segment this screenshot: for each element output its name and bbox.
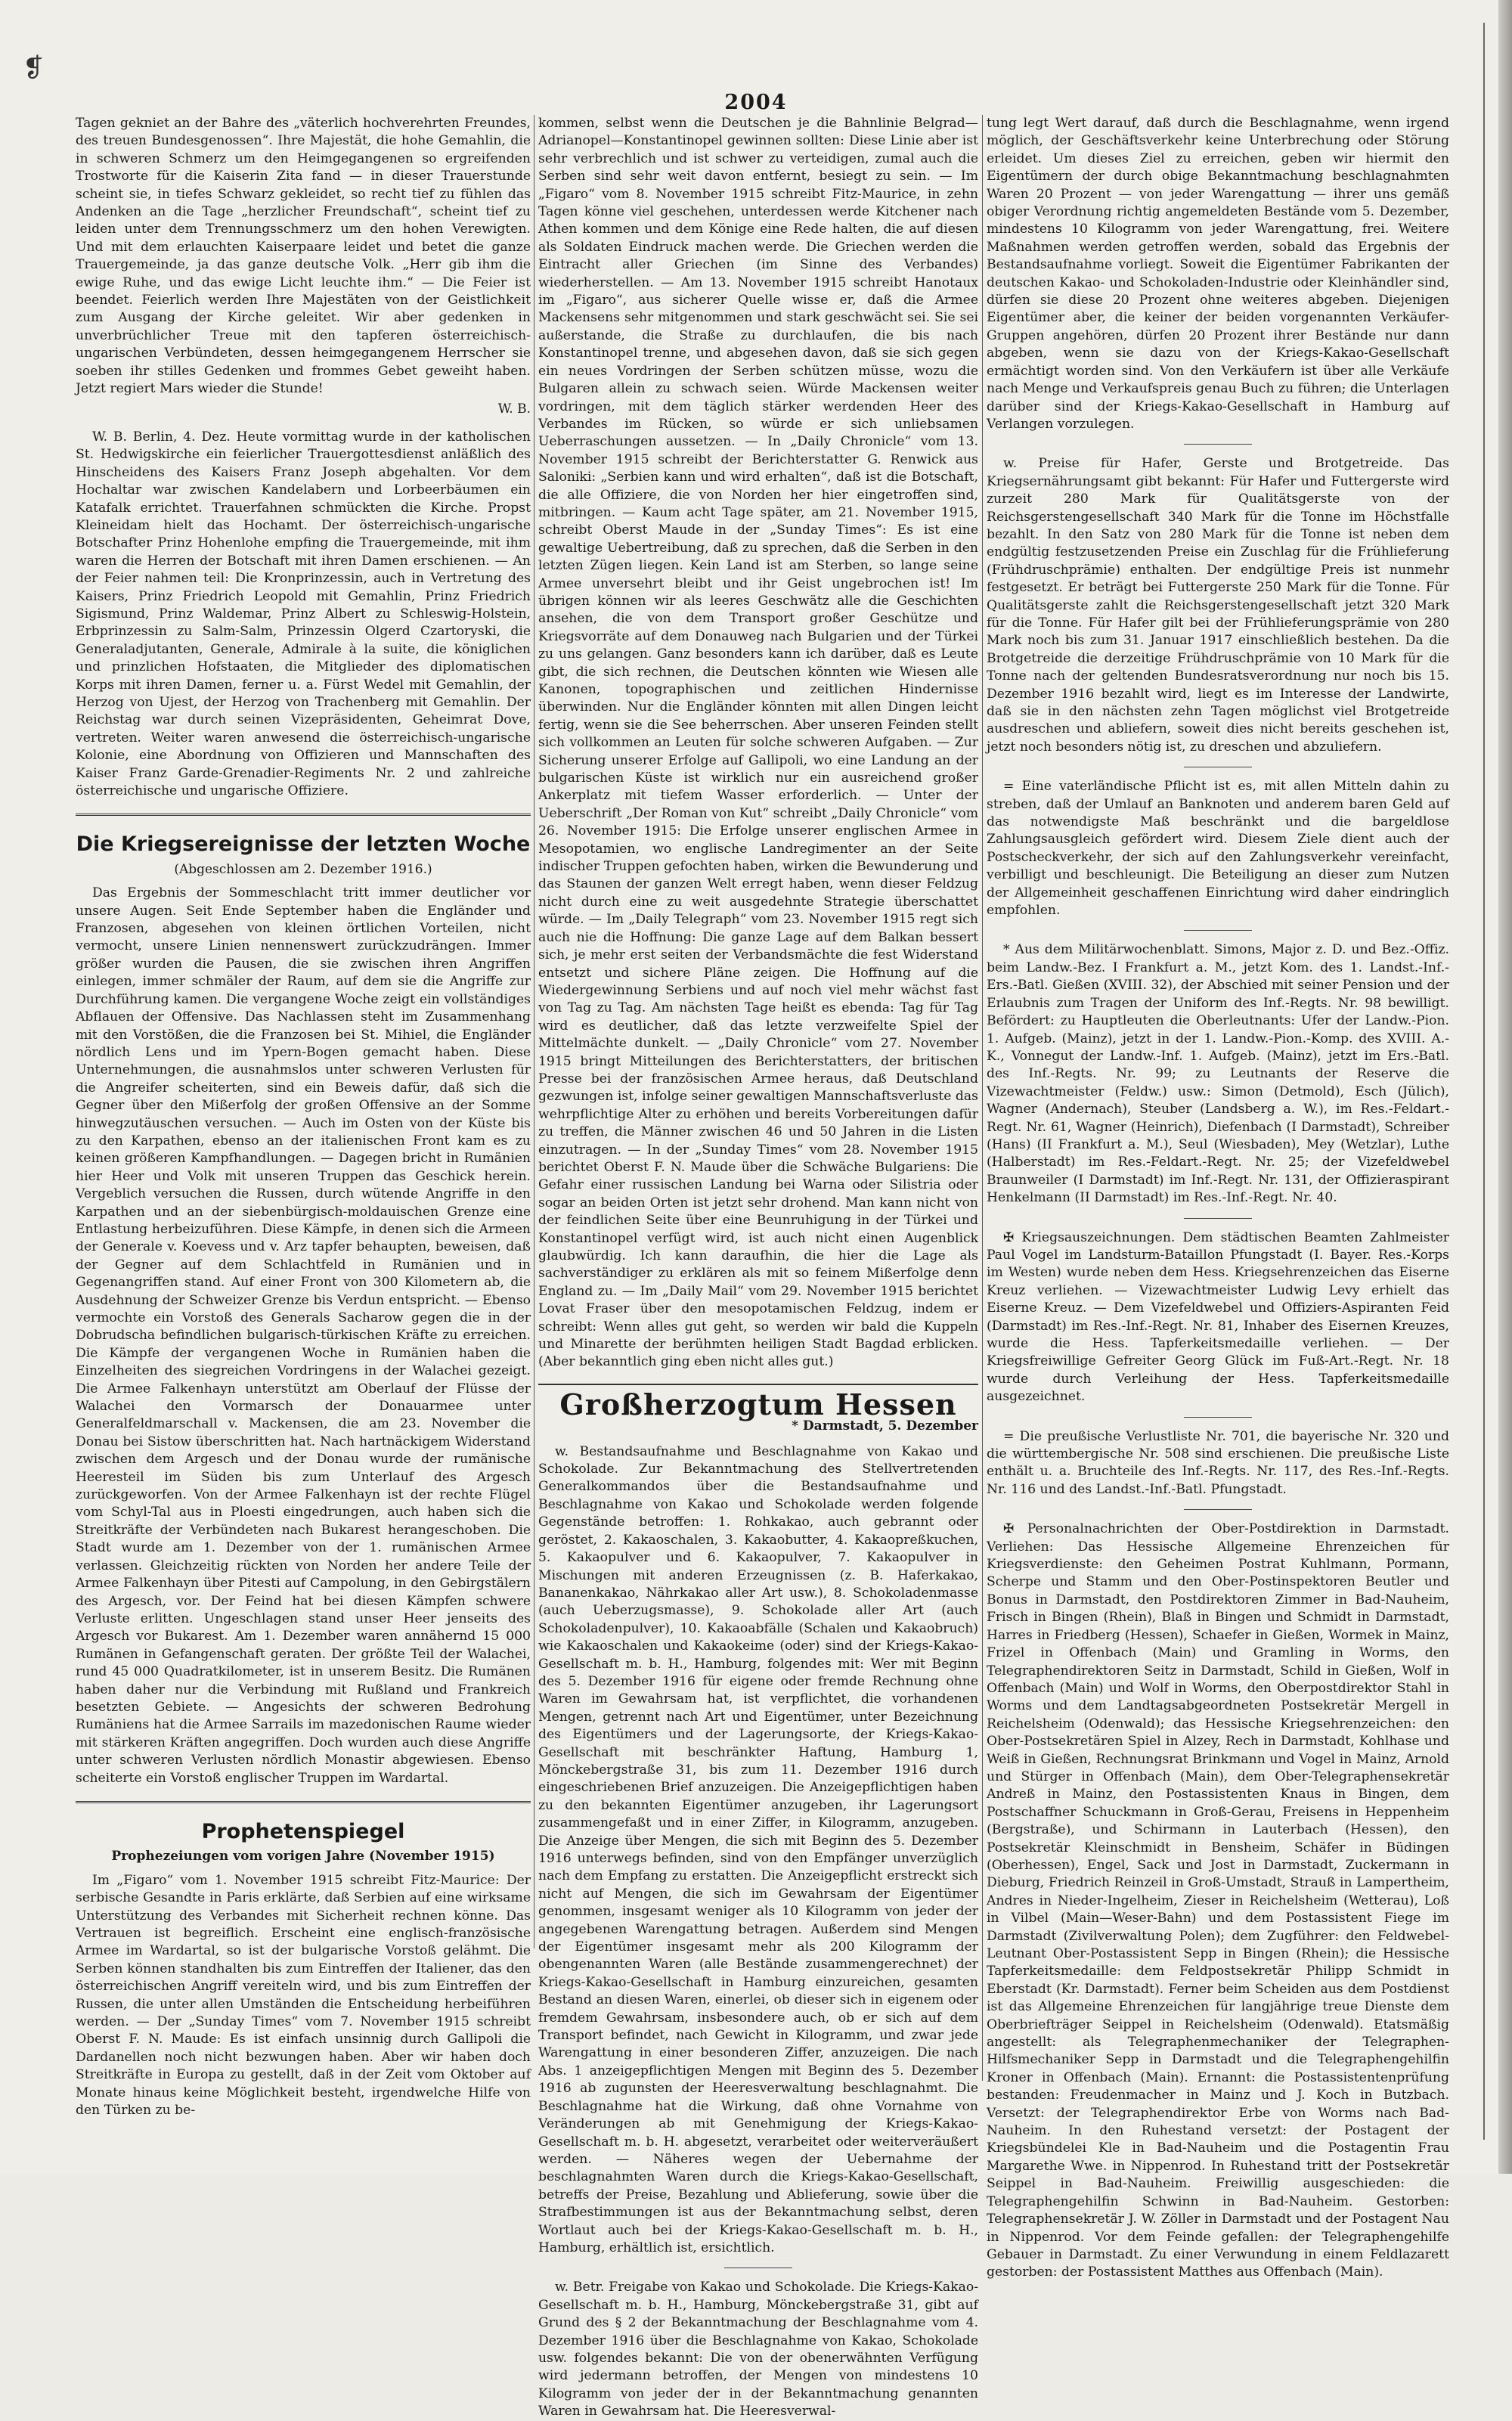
section-subheading: Prophezeiungen vom vorigen Jahre (November 1915) bbox=[111, 1849, 495, 1865]
article-paragraph: = Eine vaterländische Pflicht ist es, mit allen Mitteln dahin zu streben, daß der Umlauf an Banknoten und anderem baren Geld auf das notwendigste Maß beschränkt und die bargeldlose Zahlungsausgleich gefördert wird. Diesem Ziele dient auch der Postscheckverkehr, der sich auf den Zahlungsverkehr vereinfacht, verbilligt und beschleunigt. Die Beteiligung an dieser zum Nutzen der Allgemeinheit geschaffenen Einrichtung wird daher eindringlich empfohlen. bbox=[987, 779, 1449, 919]
article-paragraph: tung legt Wert darauf, daß durch die Beschlagnahme, wenn irgend möglich, der Geschäftsverkehr keine Unterbrechung oder Störung erleidet. Um dieses Ziel zu erreichen, geben wir hiermit den Eigentümern der durch obige Bekanntmachung beschlagnahmten Waren 20 Prozent — von jeder Warengattung — ihrer uns gemäß obiger Verordnung richtig angemeldeten Bestände vom 5. Dezember, mindestens 10 Kilogramm von jeder Warengattung, frei. Weitere Maßnahmen werden getroffen werden, sobald das Ergebnis der Bestandsaufnahme vorliegt. Soweit die Eigentümer Fabrikanten der deutschen Kakao- und Schokoladen-Industrie oder Kleinhändler sind, dürfen sie diese 20 Prozent ohne weiteres abgeben. Diejenigen Eigentümer aber, die keiner der beiden vorgenannten Verkäufer-Gruppen angehören, dürfen 20 Prozent ihrer Bestände nur dann abgeben, wenn sie dazu von der Kriegs-Kakao-Gesellschaft ermächtigt worden sind. Von den Verkäufern ist über alle Verkäufe nach Menge und Verkaufspreis genau Buch zu führen; die Unterlagen darüber sind der Kriegs-Kakao-Gesellschaft in Hamburg auf Verlangen vorzulegen. bbox=[987, 116, 1449, 432]
section-divider bbox=[76, 1801, 531, 1803]
short-divider bbox=[1184, 1509, 1252, 1510]
section-heading: Prophetenspiegel bbox=[201, 1819, 405, 1843]
article-paragraph: Das Ergebnis der Sommeschlacht tritt immer deutlicher vor unsere Augen. Seit Ende September haben die Engländer und Franzosen, abgesehen von kleinen örtlichen Vorteilen, nicht vermocht, unsere Linien nennenswert zurückzudrängen. Immer größer wurden die Pausen, die sie zwischen ihren Angriffen einlegen, immer schmäler der Raum, auf dem sie die Angriffe zur Durchführung kamen. Die vergangene Woche zeigt ein vollständiges Abflauen der Offensive. Das Nachlassen steht im Zusammenhang mit den Vorstößen, die die Franzosen bei St. Mihiel, die Engländer nördlich Lens und im Ypern-Bogen gemacht haben. Diese Unternehmungen, die ausnahmslos unter schweren Verlusten für die Angreifer scheiterten, sind ein Beweis dafür, daß sich die Gegner über den Mißerfolg der großen Offensive an der Somme hinwegzutäuschen versuchen. — Auch im Osten von der Küste bis zu den Karpathen, ebenso an der italienischen Front kam es zu keinen größeren Kampfhandlungen. — Dagegen bricht in Rumänien hier Heer und Volk mit unseren Truppen das Geschick herein. Vergeblich versuchen die Russen, durch wütende Angriffe in den Karpathen und an der siebenbürgisch-moldauischen Grenze eine Entlastung herbeizuführen. Diese Kämpfe, in denen sich die Armeen der Generale v. Koevess und v. Arz tapfer behaupten, beweisen, daß der Gegner auf dem Schlachtfeld in Rumänien und in Gegenangriffen stand. Auf einer Front von 300 Kilometern ab, die Ausdehnung der Schweizer Grenze bis Verdun entspricht. — Ebenso vermochte ein Vorstoß des Generals Sacharow gegen die in der Dobrudscha befindlichen bulgarisch-türkischen Kräfte zu erreichen. Die Kämpfe der vergangenen Woche in Rumänien haben die Einzelheiten des siegreichen Vordringens in der Walachei gezeigt. Die Armee Falkenhayn unterstützt am Oberlauf der Flüsse der Walachei den Vormarsch der Donauarmee unter Generalfeldmarschall v. Mackensen, die am 23. November die Donau bei Sistow überschritten hat. Nach hartnäckigem Widerstand zwischen dem Argesch und der Donau wurde der rumänische Heeresteil im Süden bis zum Unterlauf des Argesch zurückgeworfen. Von der Armee Falkenhayn ist der rechte Flügel vom Schyl-Tal aus in Ploesti eingedrungen, auch haben sich die Streitkräfte der Verbündeten nach Bukarest herangeschoben. Die Stadt wurde am 1. Dezember von der 1. rumänischen Armee verlassen. Gleichzeitig rückten von Norden her andere Teile der Armee Falkenhayn über Pitesti auf Campolung, in den Gebirgstälern des Argesch, vor. Der Feind hat bei diesen Kämpfen schwere Verluste erlitten. Ungeschlagen stand unser Heer jenseits des Argesch vor Bukarest. Am 1. Dezember waren annähernd 15 000 Rumänen in Gefangenschaft geraten. Der größte Teil der Walachei, rund 45 000 Quadratkilometer, ist in unserem Besitz. Die Rumänen haben daher nur die Verbindung mit Rußland und Frankreich besetzten Gebiete. — Angesichts der schweren Bedrohung Rumäniens hat die Armee Sarrails im mazedonischen Raume wieder mit stärkeren Kräften angegriffen. Doch wurden auch diese Angriffe unter schweren Verlusten nördlich Monastir abgewiesen. Ebenso scheiterte ein Vorstoß englischer Truppen im Wardartal. bbox=[76, 885, 531, 1786]
section-subheading: (Abgeschlossen am 2. Dezember 1916.) bbox=[174, 861, 432, 877]
short-divider bbox=[1184, 1218, 1252, 1219]
short-divider bbox=[1184, 930, 1252, 931]
page-edge bbox=[1498, 0, 1512, 2174]
page-number: 2004 bbox=[724, 91, 788, 114]
section-divider bbox=[538, 1384, 978, 1385]
article-paragraph: Tagen gekniet an der Bahre des „väterlich hochverehrten Freundes, des treuen Bundesgenossen“. Ihre Majestät, die hohe Gemahlin, die in schweren Schmerz um den Heimgegangenen so ergreifenden Trostworte für die Kaiserin Zita fand — in dieser Trauerstunde scheint sie, in tiefes Schwarz gekleidet, so recht tief zu fühlen das Andenken an die Tage „herzlicher Freundschaft“, scheint tief zu leiden unter dem Trennungsschmerz um den hohen Verewigten. Und mit dem erlauchten Kaiserpaare leidet und betet die ganze Trauergemeinde, ja das ganze deutsche Volk. „Herr gib ihm die ewige Ruhe, und das ewige Licht leuchte ihm.“ — Die Feier ist beendet. Feierlich werden Ihre Majestäten von der Geistlichkeit zum Ausgang der Kirche geleitet. Wir aber gedenken in unverbrüchlicher Treue mit den tapferen österreichisch-ungarischen Verbündeten, dessen heimgegangenem Herrscher sie soeben ihr stilles Gedenken und frommes Gebet geweiht haben. Jetzt regiert Mars wieder die Stunde! bbox=[76, 116, 531, 397]
short-divider bbox=[1184, 444, 1252, 445]
dateline: * Darmstadt, 5. Dezember bbox=[792, 1418, 978, 1434]
article-paragraph: w. Preise für Hafer, Gerste und Brotgetreide. Das Kriegsernährungsamt gibt bekannt: Für Hafer und Futtergerste wird zurzeit 280 Mark für Qualitätsgerste von der Reichsgerstengesellschaft 340 Mark für die Tonne im Höchstfalle bezahlt. In den Satz von 280 Mark für die Tonne ist neben dem endgültig festzusetzenden Preise ein Zuschlag für die Frühlieferung (Frühdruschprämie) enthalten. Der endgültige Preis ist nunmehr festgesetzt. Er beträgt bei Futtergerste 250 Mark für die Tonne. Für Qualitätsgerste zahlt die Reichsgerstengesellschaft jetzt 320 Mark für die Tonne. Für Hafer gilt bei der Frühlieferungsprämie von 280 Mark noch bis zum 31. Januar 1917 einschließlich bestehen. Da die Brotgetreide die derzeitige Frühdruschprämie von 10 Mark für die Tonne nach der geltenden Bundesratsverordnung nur noch bis 15. Dezember 1916 bezahlt wird, liegt es im Interesse der Landwirte, daß sie in den nächsten zehn Tagen möglichst viel Brotgetreide ausdreschen und abliefern, soweit dies nicht bereits geschehen ist, jetzt noch besonders nötig ist, zu dreschen und abzuliefern. bbox=[987, 456, 1449, 755]
article-paragraph: Im „Figaro“ vom 1. November 1915 schreibt Fitz-Maurice: Der serbische Gesandte in Paris erklärte, daß Serbien auf eine wirksame Unterstützung des Verbandes mit Sicherheit rechnen könne. Das Vertrauen ist begreiflich. Erscheint eine englisch-französische Armee im Wardartal, so ist der bulgarische Vorstoß gelähmt. Die Serben können standhalten bis zum Eintreffen der Italiener, das den österreichischen Angriff vereiteln wird, und bis zum Eintreffen der Russen, die unter allen Umständen die Entscheidung herbeiführen werden. — Der „Sunday Times“ vom 7. November 1915 schreibt Oberst F. N. Maude: Es ist einfach unsinnig durch Gallipoli die Dardanellen noch nicht bezwungen haben. Aber wir haben doch Streitkräfte in Europa zu gestellt, daß in der Zeit vom Oktober auf Monate hinaus keine Möglichkeit besteht, irgendwelche Hilfe von den Türken zu be- bbox=[76, 1872, 531, 2119]
article-paragraph: * Aus dem Militärwochenblatt. Simons, Major z. D. und Bez.-Offiz. beim Landw.-Bez. I Frankfurt a. M., jetzt Kom. des 1. Landst.-Inf.-Ers.-Batl. Gießen (XVIII. 32), der Abschied mit seiner Pension und der Erlaubnis zum Tragen der Uniform des Inf.-Regts. Nr. 98 bewilligt. Befördert: zu Hauptleuten die Oberleutnants: Ufer der Landw.-Pion. 1. Aufgeb. (Mainz), jetzt in der 1. Landw.-Pion.-Komp. des XVIII. A.-K., Vonnegut der Landw.-Inf. 1. Aufgeb. (Mainz), jetzt im Ers.-Batl. des Inf.-Regts. Nr. 99; zu Leutnants der Reserve die Vizewachtmeister (Feldw.) usw.: Simon (Detmold), Esch (Jülich), Wagner (Andernach), Steuber (Landsberg a. W.), im Res.-Feldart.-Regt. Nr. 61, Wagner (Heinrich), Diefenbach (I Darmstadt), Schreiber (Hans) (II Frankfurt a. M.), Seul (Wiesbaden), Mey (Wetzlar), Luthe (Halberstadt) im Res.-Feldart.-Regt. Nr. 25; der Vizefeldwebel Braunweiler (I Darmstadt) im Inf.-Regt. Nr. 131, der Offizieraspirant Henkelmann (II Darmstadt) im Res.-Inf.-Regt. Nr. 40. bbox=[987, 942, 1449, 1206]
article-paragraph: kommen, selbst wenn die Deutschen je die Bahnlinie Belgrad—Adrianopel—Konstantinopel gewinnen sollten: Diese Linie aber ist sehr verbrechlich und ist schwer zu verteidigen, zumal auch die Serben sind sehr weit davon entfernt, besiegt zu sein. — Im „Figaro“ vom 8. November 1915 schreibt Fitz-Maurice, in zehn Tagen könne viel geschehen, unterdessen werde Kitchener nach Athen kommen und dem Könige eine Rede halten, die auf diesen als Soldaten Eindruck machen werde. Die Griechen werden die Eintracht aller Griechen (im Sinne des Verbandes) wiederherstellen. — Am 13. November 1915 schreibt Hanotaux im „Figaro“, aus sicherer Quelle wisse er, daß die Armee Mackensens sehr mitgenommen und stark geschwächt sei. Sie sei außerstande, die Straße zu durchlaufen, die bis nach Konstantinopel trenne, und abgesehen davon, daß sie sich gegen ein neues Vordringen der Serben schützen müsse, wozu die Bulgaren allein zu schwach seien. Würde Mackensen weiter vordringen, mit dem täglich stärker werdenden Heer des Verbandes im Rücken, so würde er sich unliebsamen Ueberraschungen aussetzen. — In „Daily Chronicle“ vom 13. November 1915 schreibt der Berichterstatter G. Renwick aus Saloniki: „Serbien kann und wird erhalten“, daß ist die Botschaft, die alle Offiziere, die von Norden her hier eingetroffen sind, mitbringen. — Kaum acht Tage später, am 21. November 1915, schreibt Oberst Maude in der „Sunday Times“: Es ist eine gewaltige Uebertreibung, daß zu sprechen, daß die Serben in den letzten Zügen liegen. Kein Land ist am Sterben, so lange seine Armee unversehrt bleibt und ihr Geist ungebrochen ist! Im übrigen können wir als leeres Geschwätz alle die Geschichten ansehen, die von dem Transport großer Geschütze und Kriegsvorräte auf dem Donauweg nach Bulgarien und der Türkei zu uns gelangen. Ganz besonders kann ich darüber, daß es Leute gibt, die sich rechnen, die Deutschen könnten wie Wiesen alle Kanonen, topographischen und zeitlichen Hindernisse überwinden. Nur die Engländer könnten mit allen Dingen leicht fertig, wenn sie die See beherrschen. Aber unseren Feinden stellt sich vollkommen an Leuten für solche schweren Aufgaben. — Zur Sicherung unserer Erfolge auf Gallipoli, wo eine Landung an der bulgarischen Küste ist wirklich nur ein ausreichend großer Ankerplatz mit tiefem Wasser erforderlich. — Unter der Ueberschrift „Der Roman von Kut“ schreibt „Daily Chronicle“ vom 26. November 1915: Die Erfolge unserer englischen Armee in Mesopotamien, wo englische Landregimenter an der Seite indischer Truppen gefochten haben, wirken die Bewunderung und das Staunen der ganzen Welt erregt haben, wenn dieser Feldzug nicht durch eine zu weit ausgedehnte Strategie überschattet würde. — Im „Daily Telegraph“ vom 23. November 1915 regt sich auch nie die Hoffnung: Die ganze Lage auf dem Balkan bessert sich, je mehr erst seiten der Verbandsmächte die fest Widerstand entsetzt und sichere Pläne zeigen. Die Hoffnung auf die Wiedergewinnung Serbiens und auf noch viel mehr wächst fast von Tag zu Tag. Am nächsten Tage heißt es ebenda: Tag für Tag wird es deutlicher, daß das letzte verzweifelte Spiel der Mittelmächte dunkelt. — „Daily Chronicle“ vom 27. November 1915 bringt Mitteilungen des Berichterstatters, der britischen Presse bei der französischen Armee heraus, daß Deutschland gezwungen ist, infolge seiner gewaltigen Mannschaftsverluste das wehrpflichtige Alter zu erhöhen und bereits Vorbereitungen dafür zu treffen, die Männer zwischen 46 und 50 Jahren in die Listen einzutragen. — In der „Sunday Times“ vom 28. November 1915 berichtet Oberst F. N. Maude über die Schwäche Bulgariens: Die Gefahr einer russischen Landung bei Warna oder Silistria oder sogar an beiden Orten ist jetzt sehr drohend. Man kann nicht von der feindlichen Seite über eine Beunruhigung in der Türkei und Konstantinopel verfügt wird, ist auch nicht einen Augenblick glaubwürdig. Ich kann daraufhin, die hier die Lage als sachverständiger zu erklären als mit so feinem Mißerfolge denn England zu. — Im „Daily Mail“ vom 29. November 1915 berichtet Lovat Fraser über den mesopotamischen Feldzug, indem er schreibt: Wenn alles gut geht, so werden wir bald die Kuppeln und Minarette der berühmten heiligen Stadt Bagdad erblicken. (Aber bekanntlich ging eben nicht alles gut.) bbox=[538, 116, 978, 1370]
section-heading: Großherzogtum Hessen bbox=[559, 1387, 957, 1421]
article-paragraph: = Die preußische Verlustliste Nr. 701, die bayerische Nr. 320 und die württembergische Nr. 508 sind erschienen. Die preußische Liste enthält u. a. Bruchteile des Inf.-Regts. Nr. 117, des Res.-Inf.-Regts. Nr. 116 und des Landst.-Inf.-Batl. Pfungstadt. bbox=[987, 1428, 1449, 1497]
article-paragraph: W. B. Berlin, 4. Dez. Heute vormittag wurde in der katholischen St. Hedwigskirche ein feierlicher Trauergottesdienst anläßlich des Hinscheidens des Kaisers Franz Joseph abgehalten. Vor dem Hochaltar war zwischen Kandelabern und Lorbeerbäumen ein Katafalk errichtet. Trauerfahnen schmückten die Kirche. Propst Kleineidam hielt das Hochamt. Der österreichisch-ungarische Botschafter Prinz Hohenlohe empfing die Trauergemeinde, mit ihm waren die Herren der Botschaft mit ihren Damen erschienen. — An der Feier nahmen teil: Die Kronprinzessin, auch in Vertretung des Kaisers, Prinz Friedrich Leopold mit Gemahlin, Prinz Friedrich Sigismund, Prinz Waldemar, Prinz Albert zu Schleswig-Holstein, Erbprinzessin zu Salm-Salm, Prinzessin Olgerd Czartoryski, die Generaladjutanten, Generale, Admirale à la suite, die königlichen und prinzlichen Hofstaaten, die Mitglieder des diplomatischen Korps mit ihren Damen, ferner u. a. Fürst Wedel mit Gemahlin, der Herzog von Ujest, der Herzog von Trachenberg mit Gemahlin. Der Reichstag war durch seinen Vizepräsidenten, Geheimrat Dove, vertreten. Weiter waren anwesend die österreichisch-ungarische Kolonie, eine Abordnung von Offizieren und Mannschaften des Kaiser Franz Garde-Grenadier-Regiments Nr. 2 und zahlreiche österreichische und ungarische Offiziere. bbox=[76, 429, 531, 799]
article-paragraph: w. Bestandsaufnahme und Beschlagnahme von Kakao und Schokolade. Zur Bekanntmachung des Stellvertretenden Generalkommandos über die Bestandsaufnahme und Beschlagnahme von Kakao und Schokolade werden folgende Gegenstände betroffen: 1. Rohkakao, auch gebrannt oder geröstet, 2. Kakaoschalen, 3. Kakaobutter, 4. Kakaopreßkuchen, 5. Kakaopulver und 6. Kakaopulver, 7. Kakaopulver in Mischungen mit anderen Erzeugnissen (z. B. Haferkakao, Bananenkakao, Nährkakao aller Art usw.), 8. Schokoladenmasse (auch Ueberzugsmasse), 9. Schokolade aller Art (auch Schokoladenpulver), 10. Kakaoabfälle (Schalen und Kakaobruch) wie Kakaoschalen und Kakaokeime (oder) sind der Kriegs-Kakao-Gesellschaft m. b. H., Hamburg, folgendes mit: Wer mit Beginn des 5. Dezember 1916 für eigene oder fremde Rechnung ohne Waren im Gewahrsam hat, ist verpflichtet, die vorhandenen Mengen, getrennt nach Art und Eigentümer, unter Bezeichnung des Eigentümers und der Lagerungsorte, der Kriegs-Kakao-Gesellschaft mit beschränkter Haftung, Hamburg 1, Mönckebergstraße 31, bis zum 11. Dezember 1916 durch eingeschriebenen Brief anzuzeigen. Die Anzeigepflichtigen haben zu den bekannten Eigentümer anzugeben, ihr Lagerungsort zusammengefaßt und in einer Ziffer, in Kilogramm, anzugeben. Die Anzeige über Mengen, die sich mit Beginn des 5. Dezember 1916 unterwegs befinden, sind von den Empfänger unverzüglich nach dem Empfang zu erstatten. Die Anzeigepflicht erstreckt sich nicht auf Mengen, die sich im Gewahrsam der Eigentümer genommen, insgesamt weniger als 10 Kilogramm von jeder der angegebenen Warengattung betragen. Außerdem sind Mengen der Eigentümer insgesamt mehr als 200 Kilogramm der obengenannten Waren (alle Bestände zusammengerechnet) der Kriegs-Kakao-Gesellschaft in Hamburg einzureichen, gesamten Bestand an diesen Waren, einerlei, ob dieser sich in eigenem oder fremdem Gewahrsam, insbesondere auch, ob er sich auf dem Transport befindet, nach Gewicht in Kilogramm, und zwar jede Warengattung in einer besonderen Ziffer, anzuzeigen. Die nach Abs. 1 anzeigepflichtigen Mengen mit Beginn des 5. Dezember 1916 ab zugunsten der Heeresverwaltung beschlagnahmt. Die Beschlagnahme hat die Wirkung, daß ohne Vornahme von Veränderungen ab mit Genehmigung der Kriegs-Kakao-Gesellschaft m. b. H. abgesetzt, verarbeitet oder weiterveräußert werden. — Näheres wegen der Uebernahme der beschlagnahmten Waren durch die Kriegs-Kakao-Gesellschaft, betreffs der Preise, Bezahlung und Ablieferung, sowie über die Strafbestimmungen ist aus der Bekanntmachung selbst, deren Wortlaut auch bei der Kriegs-Kakao-Gesellschaft m. b. H., Hamburg, erhältlich ist, ersichtlich. bbox=[538, 1443, 978, 2255]
column-1 bbox=[76, 115, 531, 2119]
page-edge-line bbox=[1483, 23, 1485, 2140]
section-divider bbox=[76, 814, 531, 816]
article-paragraph: ✠ Kriegsauszeichnungen. Dem städtischen Beamten Zahlmeister Paul Vogel im Landsturm-Bataillon Pfungstadt (I. Bayer. Res.-Korps im Westen) wurde neben dem Hess. Kriegsehrenzeichen das Eiserne Kreuz verliehen. — Vizewachtmeister Ludwig Levy erhielt das Eiserne Kreuz. — Dem Vizefeldwebel und Offiziers-Aspiranten Feid (Darmstadt) im Res.-Inf.-Regt. Nr. 81, Inhaber des Eisernen Kreuzes, wurde die Hess. Tapferkeitsmedaille verliehen. — Der Kriegsfreiwillige Gefreiter Georg Glück im Fuß-Art.-Regt. Nr. 18 wurde durch Verleihung der Hess. Tapferkeitsmedaille ausgezeichnet. bbox=[987, 1229, 1449, 1405]
column-3 bbox=[987, 115, 1449, 2280]
article-paragraph: w. Betr. Freigabe von Kakao und Schokolade. Die Kriegs-Kakao-Gesellschaft m. b. H., Hamburg, Mönckebergstraße 31, gibt auf Grund des § 2 der Bekanntmachung der Beschlagnahme vom 4. Dezember 1916 über die Beschlagnahme von Kakao, Schokolade usw. folgendes bekannt: Die von der obenerwähnten Verfügung wird jedermann betroffen, der Mengen von mindestens 10 Kilogramm von jeder der in der Bekanntmachung genannten Waren in Gewahrsam hat. Die Heeresverwal- bbox=[538, 2280, 978, 2419]
column-rule-2 bbox=[982, 115, 983, 2081]
section-heading: Die Kriegsereignisse der letzten Woche bbox=[76, 832, 531, 857]
signature: W. B. bbox=[497, 401, 531, 417]
short-divider bbox=[1184, 1417, 1252, 1418]
corner-mark: ❡ bbox=[23, 53, 45, 83]
column-2 bbox=[538, 115, 978, 2419]
article-paragraph: ✠ Personalnachrichten der Ober-Postdirektion in Darmstadt. Verliehen: Das Hessische Allgemeine Ehrenzeichen für Kriegsverdienste: den Geheimen Postrat Kuhlmann, Pormann, Scherpe und Stamm und den Ober-Postinspektoren Beutler und Bonus in Darmstadt, den Postdirektoren Zimmer in Bad-Nauheim, Frisch in Bingen (Rhein), Blaß in Bingen und Schmidt in Darmstadt, Harres in Friedberg (Hessen), Schaefer in Gießen, Wormek in Mainz, Frizel in Offenbach (Main) und Gramling in Worms, den Telegraphendirektoren Seitz in Darmstadt, Schild in Gießen, Wolf in Offenbach (Main) und Wolf in Worms, den Oberpostdirektor Stahl in Worms und dem Landtagsabgeordneten Postsekretär Mergell in Reichelsheim (Odenwald); das Hessische Kriegsehrenzeichen: den Ober-Postsekretären Spiel in Alzey, Rech in Darmstadt, Kohlhase und Weiß in Gießen, Rechnungsrat Brinkmann und Vogel in Mainz, Arnold und Stürger in Offenbach (Main), dem Ober-Telegraphensekretär Andreß in Mainz, den Postassistenten Knaus in Bingen, dem Postschaffner Schuckmann in Groß-Gerau, Freisens in Heppenheim (Bergstraße), und Schirmann in Lauterbach (Hessen), den Postsekretär Kleinschmidt in Bensheim, Schäfer in Büdingen (Oberhessen), Engel, Sack und Jost in Darmstadt, Zuckermann in Dieburg, Friedrich Reinzeil in Groß-Umstadt, Strauß in Lampertheim, Andres in Nieder-Ingelheim, Zieser in Reichelsheim (Wetterau), Loß in Vilbel (Main—Weser-Bahn) und dem Postassistent Fiege im Darmstadt (Zivilverwaltung Polen); dem Zugführer: den Feldwebel-Leutnant Ober-Postassistent Sepp in Bingen (Rhein); die Hessische Tapferkeitsmedaille: dem Feldpostsekretär Philipp Schmidt in Eberstadt (Kr. Darmstadt). Ferner beim Scheiden aus dem Postdienst ist das Allgemeine Ehrenzeichen für langjährige treue Dienste dem Oberbriefträger Seippel in Reichelsheim (Odenwald). Etatsmäßig angestellt: als Telegraphenmechaniker der Telegraphen-Hilfsmechaniker Sepp in Darmstadt und die Telegraphengehilfin Kroner in Offenbach (Main). Ernannt: die Postassistentenprüfung bestanden: Freudenmacher in Mainz und J. Koch in Butzbach. Versetzt: der Telegraphendirektor Erbe von Worms nach Bad-Nauheim. In den Ruhestand versetzt: der Postagent der Kriegsbündelei Kle in Bad-Nauheim und die Postagentin Frau Margarethe Wwe. in Nippenrod. In Ruhestand tritt der Postsekretär Seippel in Bad-Nauheim. Freiwillig ausgeschieden: die Telegraphengehilfin Schwinn in Bad-Nauheim. Gestorben: Telegraphensekretär J. W. Zöller in Darmstadt und der Postagent Nau in Nippenrod. Vor dem Feinde gefallen: der Telegraphengehilfe Gebauer in Darmstadt. Zu einer Verwundung in einem Feldlazarett gestorben: der Postassistent Matthes aus Offenbach (Main). bbox=[987, 1521, 1449, 2280]
